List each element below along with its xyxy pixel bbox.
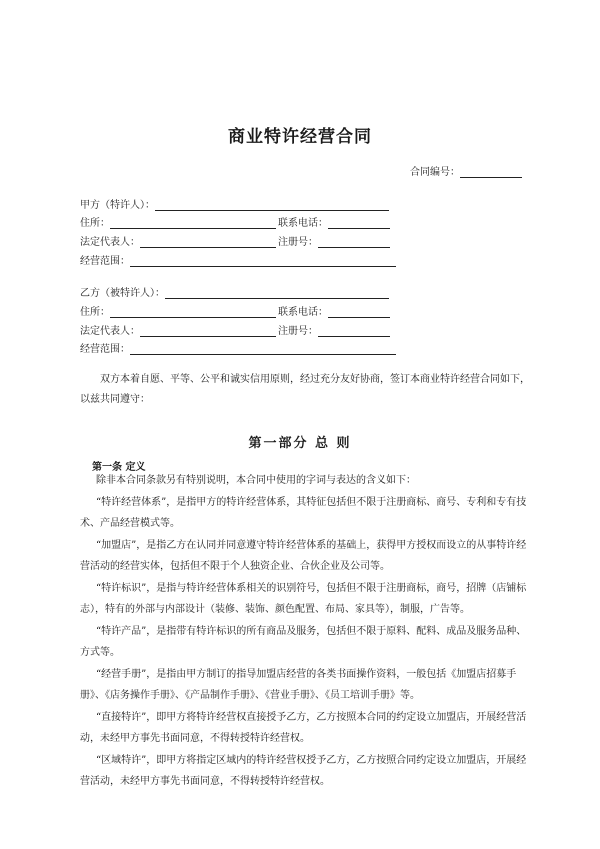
party-a-reg-blank[interactable] <box>318 236 390 248</box>
party-b-rep-row <box>80 322 276 337</box>
party-a-address-label: 住所： <box>80 218 110 229</box>
definition-paragraph: “特许经营体系”，是指甲方的特许经营体系，其特征包括但不限于注册商标、商号、专利和专有技术、产品经营模式等。 <box>80 496 527 529</box>
party-a-phone-blank[interactable] <box>328 217 390 229</box>
party-b-address-blank[interactable] <box>110 306 276 318</box>
definitions-body <box>80 470 532 793</box>
party-b-address-row <box>80 303 276 318</box>
party-b-reg-row <box>278 322 390 337</box>
definition-paragraph: “加盟店”，是指乙方在认同并同意遵守特许经营体系的基础上，获得甲方授权而设立的从事特许经营活动的经营实体，包括但不限于个人独资企业、合伙企业及公司等。 <box>80 539 527 572</box>
document-title: 商业特许经营合同 <box>228 127 372 147</box>
party-a-reg-row <box>278 233 390 248</box>
party-b-reg-label: 注册号： <box>278 326 318 337</box>
party-a-scope-label: 经营范围： <box>80 256 130 267</box>
intro-paragraph: 双方本着自愿、平等、公平和诚实信用原则，经过充分友好协商，签订本商业特许经营合同如下，以兹共同遵守： <box>80 374 530 405</box>
party-b-rep-blank[interactable] <box>140 325 276 337</box>
party-a-rep-row <box>80 233 276 248</box>
definition-paragraph: “经营手册”，是指由甲方制订的指导加盟店经营的各类书面操作资料，一般包括《加盟店招募手册》、《店务操作手册》、《产品制作手册》、《营业手册》、《员工培训手册》等。 <box>80 668 517 701</box>
party-b-phone-label: 联系电话： <box>278 307 328 318</box>
party-a-phone-label: 联系电话： <box>278 218 328 229</box>
article-title: 第一条 定义 <box>92 462 146 473</box>
party-b-reg-blank[interactable] <box>318 325 390 337</box>
contract-number-label: 合同编号： <box>410 167 460 178</box>
party-b-scope-row <box>80 340 396 355</box>
contract-number-field <box>410 163 522 178</box>
party-b-phone-row <box>278 303 390 318</box>
definition-paragraph: “特许标识”，是指与特许经营体系相关的识别符号，包括但不限于注册商标，商号，招牌（店铺标志），特有的外部与内部设计（装修、装饰、颜色配置、布局、家具等），制服，广告等。 <box>80 582 527 615</box>
definition-paragraph: “区域特许”，即甲方将指定区域内的特许经营权授予乙方，乙方按照合同约定设立加盟店，开展经营活动，未经甲方事先书面同意，不得转授特许经营权。 <box>80 754 527 787</box>
party-a-scope-row <box>80 252 396 267</box>
party-b-address-label: 住所： <box>80 307 110 318</box>
party-a-rep-blank[interactable] <box>140 236 276 248</box>
party-a-scope-blank[interactable] <box>130 255 396 267</box>
party-b-name-blank[interactable] <box>165 287 389 299</box>
party-a-address-row <box>80 214 276 229</box>
party-b-heading-row <box>80 284 389 299</box>
definition-paragraph: “特许产品”，是指带有特许标识的所有商品及服务，包括但不限于原料、配料、成品及服务品种、方式等。 <box>80 625 527 658</box>
party-b-scope-label: 经营范围： <box>80 344 130 355</box>
party-a-rep-label: 法定代表人： <box>80 237 140 248</box>
contract-number-blank[interactable] <box>460 166 522 178</box>
party-a-heading: 甲方（特许人）： <box>80 200 155 211</box>
party-b-phone-blank[interactable] <box>328 306 390 318</box>
party-a-heading-row <box>80 196 389 211</box>
definition-paragraph: “直接特许”，即甲方将特许经营权直接授予乙方，乙方按照本合同的约定设立加盟店，开展经营活动，未经甲方事先书面同意，不得转授特许经营权。 <box>80 711 527 744</box>
party-b-heading: 乙方（被特许人）： <box>80 288 165 299</box>
party-a-phone-row <box>278 214 390 229</box>
party-b-rep-label: 法定代表人： <box>80 326 140 337</box>
party-a-address-blank[interactable] <box>110 217 276 229</box>
party-a-name-blank[interactable] <box>155 199 389 211</box>
party-a-reg-label: 注册号： <box>278 237 318 248</box>
section-title: 第一部分 总 则 <box>248 436 352 451</box>
party-b-scope-blank[interactable] <box>130 343 396 355</box>
definition-paragraph: 除非本合同条款另有特别说明，本合同中使用的字词与表达的含义如下： <box>96 475 416 486</box>
